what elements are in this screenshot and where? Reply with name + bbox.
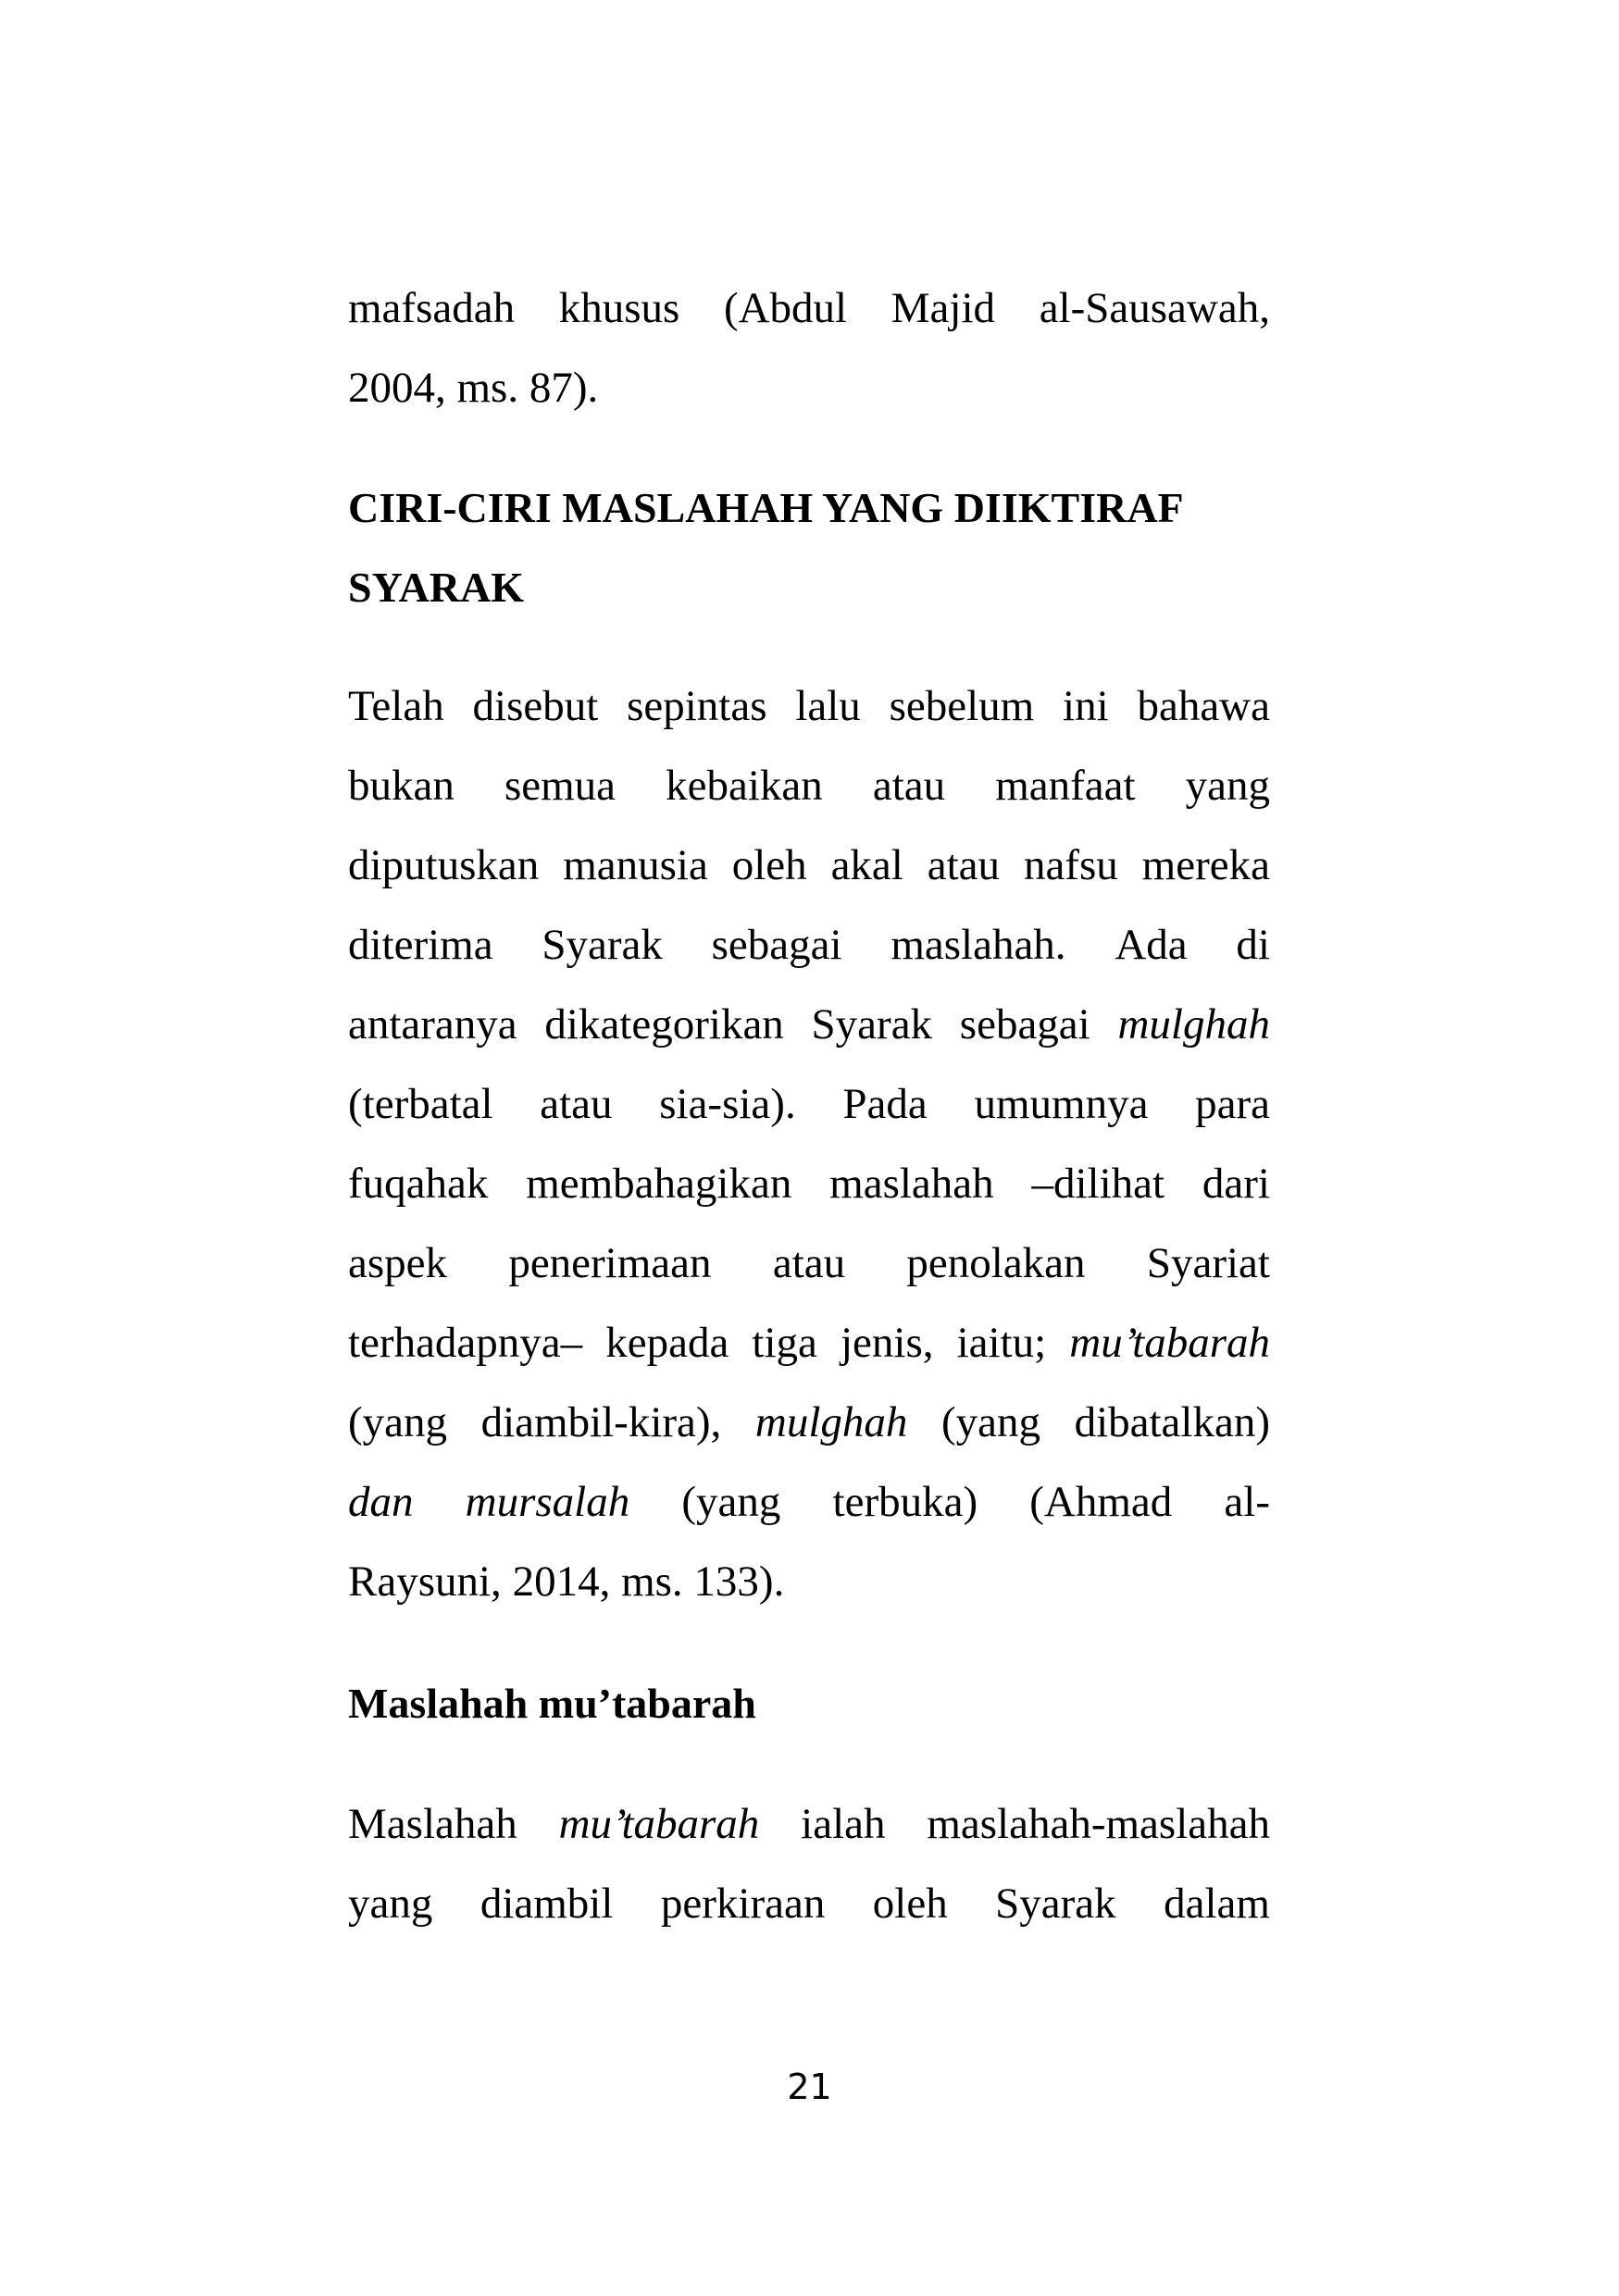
word: atau [927, 841, 1001, 889]
word: atau [540, 1080, 613, 1128]
word: Maslahah [348, 1800, 517, 1848]
word: mereka [1141, 841, 1270, 889]
word: dalam [1164, 1880, 1270, 1928]
paragraph-line [348, 905, 1270, 985]
word: Syariat [1146, 1239, 1270, 1287]
word: Syarak [542, 921, 663, 969]
paragraph-line [348, 746, 1270, 825]
italic-term: mursalah [465, 1478, 630, 1526]
paragraph-line [348, 825, 1270, 905]
paragraph-line [348, 1542, 1270, 1621]
word: sebagai [711, 921, 842, 969]
word: sia-sia). [659, 1080, 796, 1128]
word: fuqahak [348, 1160, 489, 1208]
subsection-heading: Maslahah mu’tabarah [348, 1680, 756, 1727]
word: atau [772, 1239, 846, 1287]
word: jenis, [840, 1319, 934, 1367]
word: (yang [940, 1398, 1040, 1446]
word: maslahah [829, 1160, 994, 1208]
italic-term: dan [348, 1478, 414, 1526]
paragraph-line [348, 1864, 1270, 1943]
word: nafsu [1023, 841, 1118, 889]
word: bukan [348, 762, 455, 810]
word: –dilihat [1031, 1160, 1165, 1208]
word: 2004, [348, 364, 446, 412]
word: dari [1202, 1160, 1270, 1208]
paragraph-line [348, 1462, 1270, 1542]
page-body [348, 268, 1270, 1943]
word: al-Sausawah, [1039, 284, 1270, 332]
section-heading-line: SYARAK [348, 564, 525, 611]
word: (yang [681, 1478, 781, 1526]
word: perkiraan [660, 1880, 826, 1928]
paragraph-line [348, 1223, 1270, 1303]
word: oleh [872, 1880, 948, 1928]
paragraph-line [348, 1784, 1270, 1864]
word: tiga [752, 1319, 817, 1367]
word: Ada [1115, 921, 1188, 969]
word: iaitu; [956, 1319, 1047, 1367]
word: sebelum [889, 682, 1035, 730]
paragraph-line [348, 1383, 1270, 1462]
word: dikategorikan [544, 1000, 784, 1049]
word: aspek [348, 1239, 448, 1287]
word: diambil-kira), [480, 1398, 722, 1446]
italic-term: mu’tabarah [1069, 1319, 1270, 1367]
word: terbuka) [832, 1478, 978, 1526]
word: Raysuni, [348, 1558, 502, 1606]
word: kepada [605, 1319, 729, 1367]
word: membahagikan [526, 1160, 792, 1208]
italic-term: mulghah [1117, 1000, 1270, 1049]
word: ini [1063, 682, 1109, 730]
page-number: 21 [787, 2066, 832, 2107]
word: terhadapnya– [348, 1319, 583, 1367]
paragraph-line [348, 666, 1270, 746]
word: sepintas [627, 682, 767, 730]
word: (yang [348, 1398, 448, 1446]
paragraph-line [348, 1144, 1270, 1223]
word: Syarak [811, 1000, 933, 1049]
paragraph-line [348, 985, 1270, 1064]
word: atau [872, 762, 946, 810]
word: dibatalkan) [1074, 1398, 1270, 1446]
word: ms. [621, 1558, 683, 1606]
word: manfaat [995, 762, 1136, 810]
word: manusia [563, 841, 708, 889]
paragraph-line [348, 1064, 1270, 1144]
word: (Ahmad [1029, 1478, 1173, 1526]
paragraph-line [348, 268, 1270, 348]
word: yang [1185, 762, 1270, 810]
word: 87). [529, 364, 599, 412]
word: oleh [731, 841, 807, 889]
italic-term: mu’tabarah [558, 1800, 760, 1848]
word: yang [348, 1880, 433, 1928]
word: Majid [890, 284, 996, 332]
word: maslahah. [890, 921, 1066, 969]
word: diputuskan [348, 841, 540, 889]
word: 133). [693, 1558, 785, 1606]
word: antaranya [348, 1000, 517, 1049]
word: (terbatal [348, 1080, 493, 1128]
word: penerimaan [508, 1239, 712, 1287]
word: sebagai [959, 1000, 1090, 1049]
word: Syarak [995, 1880, 1116, 1928]
word: diterima [348, 921, 493, 969]
word: ialah [801, 1800, 886, 1848]
section-heading-line: CIRI-CIRI MASLAHAH YANG DIIKTIRAF [348, 484, 1184, 531]
word: mafsadah [348, 284, 516, 332]
italic-term: mulghah [754, 1398, 908, 1446]
word: akal [830, 841, 903, 889]
word: 2014, [512, 1558, 611, 1606]
word: kebaikan [666, 762, 823, 810]
word: ms. [456, 364, 519, 412]
word: disebut [472, 682, 599, 730]
word: al- [1224, 1478, 1270, 1526]
word: semua [504, 762, 616, 810]
word: bahawa [1137, 682, 1270, 730]
word: penolakan [906, 1239, 1086, 1287]
word: (Abdul [723, 284, 848, 332]
word: khusus [558, 284, 680, 332]
paragraph-line [348, 348, 1270, 428]
word: Telah [348, 682, 444, 730]
word: Pada [842, 1080, 928, 1128]
word: di [1236, 921, 1270, 969]
word: para [1195, 1080, 1270, 1128]
word: maslahah-maslahah [927, 1800, 1270, 1848]
paragraph-line [348, 1303, 1270, 1383]
word: lalu [795, 682, 861, 730]
word: diambil [479, 1880, 614, 1928]
word: umumnya [974, 1080, 1149, 1128]
